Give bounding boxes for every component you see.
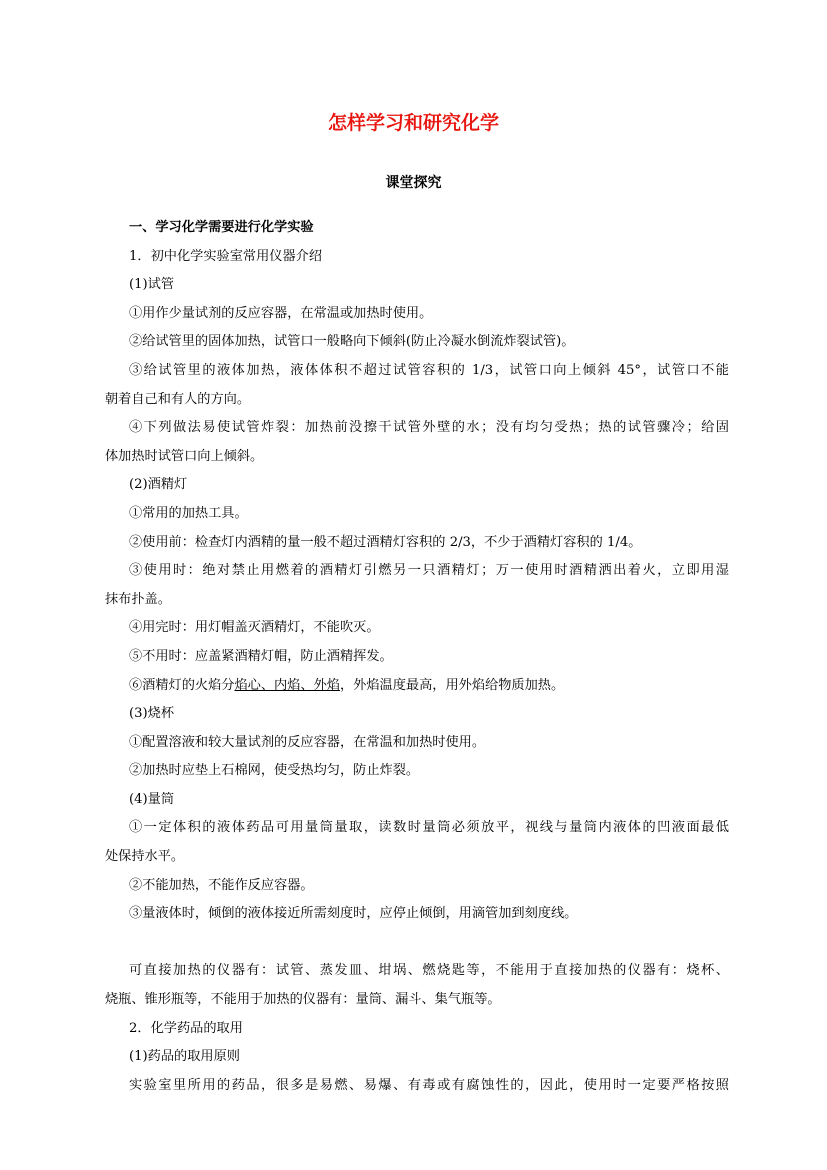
- line-text: ⑥酒精灯的火焰分: [129, 677, 235, 693]
- line-text: ①一定体积的液体药品可用量筒量取，读数时量筒必须放平，视线与量筒内液体的凹液面最低: [129, 820, 729, 836]
- text-line: [105, 814, 729, 843]
- text-line: [105, 500, 729, 529]
- line-text: (1)试管: [129, 277, 175, 293]
- text-line: [105, 700, 729, 729]
- text-line: [105, 672, 729, 701]
- line-text: 实验室里所用的药品，很多是易燃、易爆、有毒或有腐蚀性的，因此，使用时一定要严格按照: [129, 1077, 729, 1093]
- text-line: [105, 986, 729, 1015]
- line-text: (3)烧杯: [129, 706, 175, 722]
- line-text: ⑤不用时：应盖紧酒精灯帽，防止酒精挥发。: [129, 648, 393, 664]
- blank-line: [105, 929, 729, 958]
- line-text: (1)药品的取用原则: [129, 1049, 240, 1065]
- text-line: [105, 357, 729, 386]
- line-text: ③使用时：绝对禁止用燃着的酒精灯引燃另一只酒精灯；万一使用时酒精洒出着火，立即用湿: [129, 563, 729, 579]
- line-text: ②给试管里的固体加热，试管口一般略向下倾斜(防止冷凝水倒流炸裂试管)。: [129, 334, 575, 350]
- text-line: [105, 471, 729, 500]
- line-text: (2)酒精灯: [129, 477, 188, 493]
- section-heading: [105, 214, 729, 243]
- document-title: 怎样学习和研究化学: [327, 112, 499, 134]
- line-text: 一、学习化学需要进行化学实验: [129, 220, 314, 235]
- text-line: [105, 729, 729, 758]
- line-text: ④下列做法易使试管炸裂：加热前没擦干试管外壁的水；没有均匀受热；热的试管骤冷；给固: [129, 420, 729, 436]
- text-line: [105, 643, 729, 672]
- line-text: 体加热时试管口向上倾斜。: [105, 448, 264, 464]
- line-text: ①配置溶液和较大量试剂的反应容器，在常温和加热时使用。: [129, 734, 486, 750]
- text-line: [105, 614, 729, 643]
- line-text: 处保持水平。: [105, 849, 185, 865]
- text-line: [105, 557, 729, 586]
- underlined-text: 焰心、内焰、外焰: [234, 677, 340, 693]
- line-text: (4)量筒: [129, 791, 175, 807]
- text-line: [105, 443, 729, 472]
- text-line: [105, 900, 729, 929]
- line-text: ①常用的加热工具。: [129, 505, 248, 521]
- line-text: ③给试管里的液体加热，液体体积不超过试管容积的 1/3，试管口向上倾斜 45°，试管口不能: [129, 362, 729, 378]
- text-line: [105, 1072, 729, 1101]
- text-line: [105, 328, 729, 357]
- text-line: [105, 271, 729, 300]
- line-text: 可直接加热的仪器有：试管、蒸发皿、坩埚、燃烧匙等，不能用于直接加热的仪器有：烧杯、: [129, 963, 729, 979]
- text-line: [105, 872, 729, 901]
- line-text: ①用作少量试剂的反应容器，在常温或加热时使用。: [129, 305, 433, 321]
- text-line: [105, 1015, 729, 1044]
- line-text: 2．化学药品的取用: [129, 1020, 243, 1036]
- text-line: [105, 786, 729, 815]
- line-text: 抹布扑盖。: [105, 591, 171, 607]
- line-text-continued: ，外焰温度最高，用外焰给物质加热。: [340, 677, 565, 693]
- text-line: [105, 1043, 729, 1072]
- text-line: [105, 243, 729, 272]
- text-line: [105, 414, 729, 443]
- line-text: ②不能加热，不能作反应容器。: [129, 877, 314, 893]
- line-text: ③量液体时，倾倒的液体接近所需刻度时，应停止倾倒，用滴管加到刻度线。: [129, 906, 578, 922]
- text-line: [105, 843, 729, 872]
- text-line: [105, 586, 729, 615]
- text-line: [105, 529, 729, 558]
- line-text: 1．初中化学实验室常用仪器介绍: [129, 248, 323, 264]
- line-text: 朝着自己和有人的方向。: [105, 391, 251, 407]
- document-body: [105, 214, 729, 1100]
- text-line: [105, 300, 729, 329]
- line-text: 烧瓶、锥形瓶等，不能用于加热的仪器有：量筒、漏斗、集气瓶等。: [105, 992, 501, 1008]
- text-line: [105, 386, 729, 415]
- text-line: [105, 757, 729, 786]
- line-text: ④用完时：用灯帽盖灭酒精灯，不能吹灭。: [129, 620, 380, 636]
- line-text: ②加热时应垫上石棉网，使受热均匀，防止炸裂。: [129, 763, 420, 779]
- section-subtitle: 课堂探究: [385, 175, 442, 191]
- line-text: ②使用前：检查灯内酒精的量一般不超过酒精灯容积的 2/3，不少于酒精灯容积的 1/4。: [129, 534, 642, 550]
- text-line: [105, 957, 729, 986]
